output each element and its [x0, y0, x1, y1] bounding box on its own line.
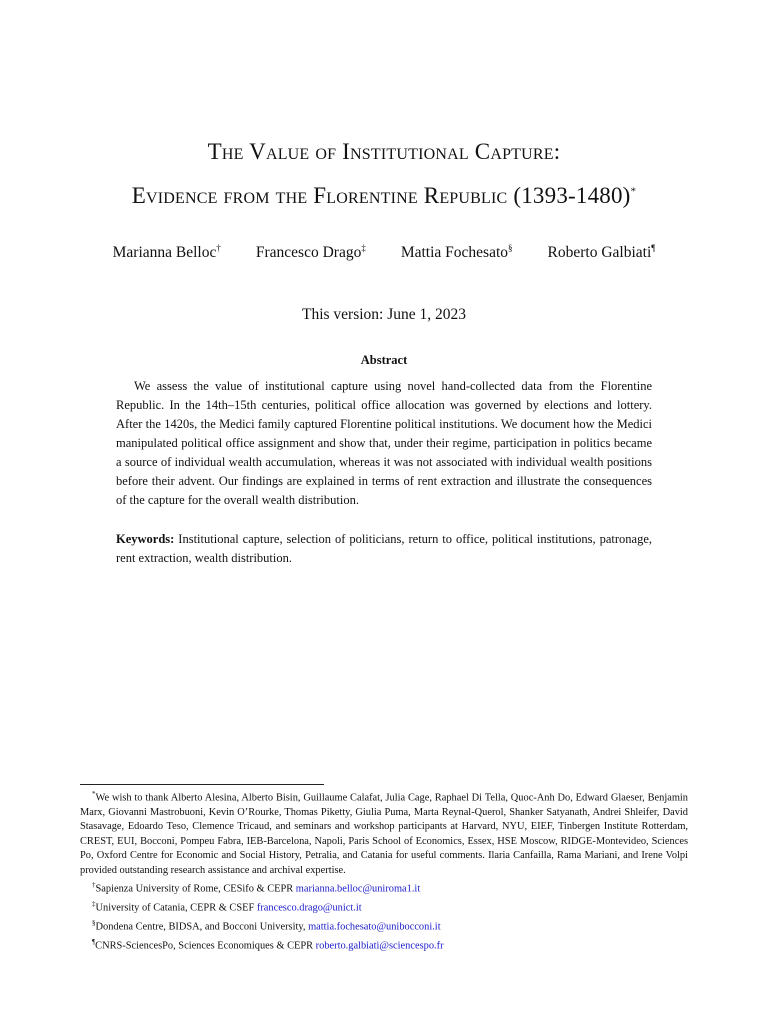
- email-link[interactable]: francesco.drago@unict.it: [256, 902, 362, 914]
- author-list: [0, 243, 768, 262]
- footnote-rule: [80, 784, 324, 785]
- email-link[interactable]: roberto.galbiati@sciencespo.fr: [315, 940, 444, 951]
- keywords-text: Institutional capture, selection of politicians, return to office, political institutions, patronage, rent extraction, wealth distribution.: [116, 532, 652, 565]
- author: [256, 243, 366, 262]
- affiliation-footnote: [80, 916, 688, 935]
- footnote-mark: §: [92, 918, 96, 927]
- email-link[interactable]: marianna.belloc@uniroma1.it: [295, 883, 421, 895]
- author: [113, 243, 221, 262]
- author: [401, 243, 513, 262]
- title-line-2-text: Evidence from the Florentine Republic (1393-1480): [131, 183, 631, 208]
- footnote-mark: ¶: [92, 937, 96, 946]
- author-mark: §: [508, 243, 513, 253]
- author-name: Mattia Fochesato: [400, 244, 509, 262]
- acknowledgements-footnote: [80, 787, 688, 878]
- footnote-mark: *: [92, 790, 96, 798]
- affiliation-footnote: [80, 897, 688, 916]
- footnote-mark: ‡: [92, 899, 96, 908]
- title-line-1: [0, 140, 768, 163]
- version-date: This version: June 1, 2023: [301, 306, 467, 323]
- keywords-label: Keywords:: [116, 532, 175, 546]
- affiliation-text: Sapienza University of Rome, CESifo & CEPR: [95, 883, 296, 895]
- title-line-1-text: The Value of Institutional Capture:: [207, 139, 561, 164]
- abstract-text: We assess the value of institutional capture using novel hand-collected data from the Florentine Republic. In the 14th–15th centuries, political office allocation was governed by elections and lottery. After the 1420s, the Medici family captured Florentine political institutions. We document how the Medici manipulated political office assignment and show that, under their regime, participation in politics became a source of individual wealth accumulation, whereas it was not associated with individual wealth positions before their advent. Our findings are explained in terms of rent extraction and illustrate the consequences of the capture for the overall wealth distribution.: [116, 379, 652, 507]
- author-name: Roberto Galbiati: [547, 244, 652, 262]
- author-mark: ¶: [651, 243, 656, 253]
- author-mark: ‡: [361, 243, 366, 253]
- affiliation-text: CNRS-SciencesPo, Sciences Economiques & CEPR: [95, 940, 316, 951]
- affiliation-footnote: [80, 935, 688, 954]
- footnote-mark: †: [92, 880, 96, 889]
- title-line-2: [0, 184, 768, 207]
- abstract-heading: Abstract: [360, 353, 408, 367]
- email-link[interactable]: mattia.fochesato@unibocconi.it: [308, 921, 441, 933]
- author-mark: †: [216, 243, 221, 253]
- affiliation-text: Dondena Centre, BIDSA, and Bocconi University,: [95, 921, 309, 933]
- author-name: Marianna Belloc: [112, 244, 217, 262]
- affiliation-text: University of Catania, CEPR & CSEF: [95, 902, 257, 914]
- author-name: Francesco Drago: [255, 244, 362, 262]
- title-footnote-mark: *: [630, 185, 637, 198]
- author: [548, 243, 656, 262]
- keywords: [116, 530, 652, 568]
- affiliation-footnote: [80, 878, 688, 897]
- footnotes: [80, 787, 688, 953]
- acknowledgements-text: We wish to thank Alberto Alesina, Alberto Bisin, Guillaume Calafat, Julia Cage, Raphael Di Tella, Quoc-Anh Do, Edward Glaeser, Benjamin Marx, Giovanni Mastrobuoni, Kevin O’Rourke, Thomas Piketty, Giulia Puma, Marta Reynal-Querol, Shanker Satyanath, Andrei Shleifer, David Stasavage, Edoardo Teso, Clemence Tricaud, and seminars and workshop participants at Harvard, NYU, EIEF, Tinbergen Institute Rotterdam, CREST, EUI, Bocconi, Pompeu Fabra, IEB-Barcelona, Napoli, Paris School of Economics, Essex, HSE Moscow, RIDGE-Montevideo, Sciences Po, Oxford Centre for Economic and Social History, Petralia, and Catania for useful comments. Ilaria Canfailla, Rama Mariani, and Irene Volpi provided outstanding research assistance and archival expertise.: [80, 792, 688, 876]
